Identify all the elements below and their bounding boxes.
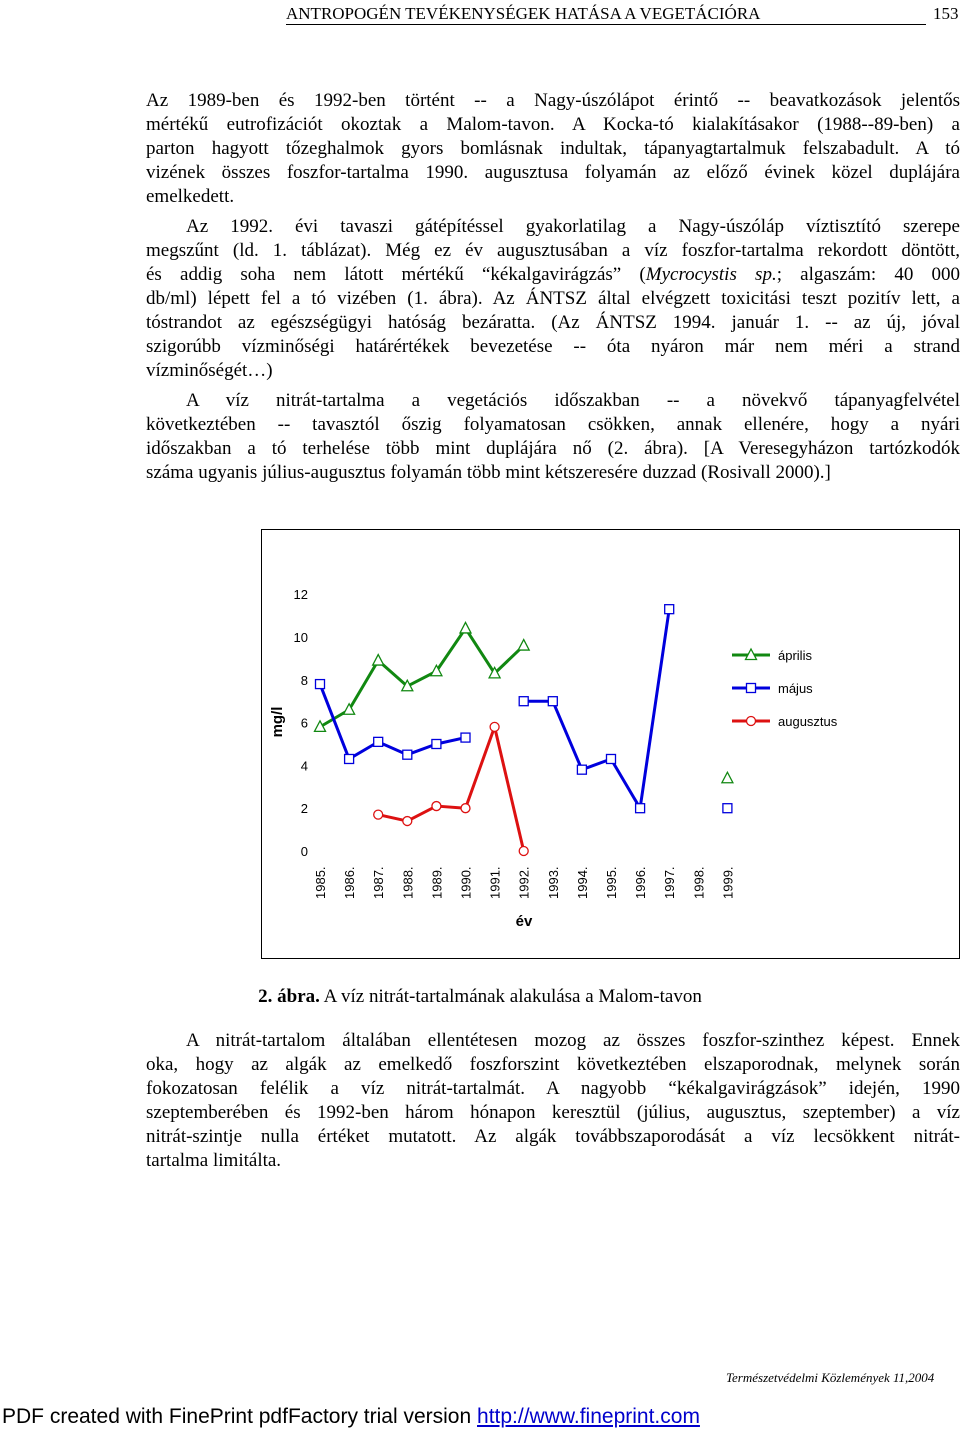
legend-label: április: [778, 648, 812, 663]
caption-label: 2. ábra.: [258, 986, 320, 1007]
square-marker: [519, 697, 528, 706]
circle-marker: [461, 804, 470, 813]
text-line: emelkedett.: [146, 186, 235, 207]
text-line: száma ugyanis július-augusztus folyamán több mint kétszeresére duzzad (Rosivall 2000).]: [146, 462, 831, 483]
text-line: mértékű eutrofizációt okoztak a Malom-tavon. A Kocka-tó kialakításakor (1988--89-ben) a: [146, 114, 960, 135]
square-marker: [345, 754, 354, 763]
circle-marker: [374, 810, 383, 819]
square-marker: [665, 605, 674, 614]
species-name: Mycrocystis sp.: [645, 264, 777, 285]
legend-label: május: [778, 681, 813, 696]
series-line: [524, 609, 670, 808]
y-axis-label: mg/l: [269, 706, 286, 738]
series-line: [320, 684, 466, 759]
page-number: 153: [933, 4, 959, 23]
x-tick-label: 1993.: [545, 866, 561, 899]
paragraph-nitrate: [146, 389, 960, 485]
y-tick-label: 0: [300, 844, 308, 859]
text-line: következtében -- tavasztól őszig folyamatosan csökken, annak ellenére, hogy a nyári: [146, 414, 960, 435]
x-tick-label: 1988.: [400, 866, 416, 899]
square-marker: [747, 684, 756, 693]
y-tick-label: 4: [300, 758, 308, 774]
paragraph-dam-construction: [146, 215, 960, 383]
x-tick-label: 1994.: [574, 866, 590, 899]
text-line: Az 1992. évi tavaszi gátépítéssel gyakorlatilag a Nagy-úszóláp víztisztító szerepe: [186, 216, 960, 237]
text-line: szigorúbb vízminőségi határértékek bevezetése -- óta nyáron már nem méri a strand: [146, 336, 960, 357]
pdf-notice: PDF created with FinePrint pdfFactory trial version: [2, 1405, 478, 1428]
y-tick-label: 2: [300, 801, 308, 817]
triangle-marker: [460, 622, 471, 633]
text-line: parton hagyott tőzeghalmok gyors bomlásnak indultak, tápanyagtartalmuk felszabadult. A tó: [146, 138, 960, 159]
y-tick-label: 8: [300, 672, 308, 688]
square-marker: [403, 750, 412, 759]
text-line: fokozatosan felélik a víz nitrát-tartalmát. A nagyobb “kékalgavirágzások” idején, 1990: [146, 1078, 960, 1099]
square-marker: [636, 804, 645, 813]
square-marker: [316, 680, 325, 689]
triangle-marker: [373, 655, 384, 666]
circle-marker: [432, 802, 441, 811]
x-tick-label: 1991.: [487, 866, 503, 899]
text-fragment: és addig soha nem látott mértékű “kékalgavirágzás” (: [146, 264, 646, 285]
square-marker: [548, 697, 557, 706]
fineprint-link[interactable]: http://www.fineprint.com: [477, 1405, 700, 1428]
text-line: vízminőségét…): [146, 360, 273, 381]
text-fragment: ; algaszám: 40 000: [776, 264, 960, 285]
x-tick-label: 1989.: [429, 866, 445, 899]
text-line: A víz nitrát-tartalma a vegetációs időszakban -- a növekvő tápanyagfelvétel: [186, 390, 960, 411]
square-marker: [723, 804, 732, 813]
x-tick-label: 1992.: [516, 866, 532, 899]
square-marker: [461, 733, 470, 742]
circle-marker: [519, 847, 528, 856]
chart-frame: [261, 529, 960, 959]
square-marker: [432, 740, 441, 749]
triangle-marker: [722, 772, 733, 783]
square-marker: [374, 737, 383, 746]
paragraph-eutrophication: [146, 89, 960, 209]
figure-caption: [0, 986, 960, 1008]
legend-label: augusztus: [778, 714, 838, 729]
text-line: oka, hogy az algák az emelkedő foszforszint következtében elszaporodnak, melynek során: [146, 1054, 960, 1075]
text-line: nitrát-szintje nulla értéket mutatott. Az algák továbbszaporodását a víz lecsökkent nitrát-: [146, 1126, 960, 1147]
y-tick-label: 6: [300, 715, 308, 731]
header-rule: [286, 24, 926, 25]
text-line: A nitrát-tartalom általában ellentétesen mozog az összes foszfor-szinthez képest. Ennek: [186, 1030, 960, 1051]
x-tick-label: 1998.: [691, 866, 707, 899]
text-line-mixed: [146, 263, 960, 287]
text-line: db/ml) lépett fel a tó vizében (1. ábra). Az ÁNTSZ által elvégzett toxicitási teszt pozitív lett, a: [146, 288, 960, 309]
series-line: [378, 727, 524, 851]
circle-marker: [747, 717, 756, 726]
x-tick-label: 1987.: [371, 866, 387, 899]
x-tick-label: 1985.: [313, 866, 328, 899]
x-tick-label: 1986.: [342, 866, 358, 899]
paragraph-phosphorus-relation: [146, 1029, 960, 1173]
text-line: időszakban a tó terhelése több mint duplájára nő (2. ábra). [A Veresegyházon tartózkodók: [146, 438, 960, 459]
text-line: megszűnt (ld. 1. táblázat). Még ez év augusztusában a víz foszfor-tartalma rekordott döntött,: [146, 240, 960, 261]
x-tick-label: 1999.: [720, 866, 736, 899]
x-tick-label: 1995.: [604, 866, 619, 899]
pdf-banner: [2, 1405, 700, 1429]
x-tick-label: 1996.: [633, 866, 649, 899]
text-line: vizének összes foszfor-tartalma 1990. augusztusa folyamán az előző évinek közel duplájára: [146, 162, 960, 183]
y-tick-label: 10: [293, 630, 308, 645]
text-line: szeptemberében és 1992-ben három hónapon keresztül (július, augusztus, szeptember) a víz: [146, 1102, 960, 1123]
text-line: tóstrandot az egészségügyi hatóság bezáratta. (Az ÁNTSZ 1994. január 1. -- az új, jóval: [146, 312, 960, 333]
x-axis-label: év: [515, 913, 533, 930]
triangle-marker: [518, 640, 529, 651]
square-marker: [577, 765, 586, 774]
running-header: ANTROPOGÉN TEVÉKENYSÉGEK HATÁSA A VEGETÁCIÓRA: [286, 4, 761, 23]
circle-marker: [403, 817, 412, 826]
nitrate-chart: [262, 530, 959, 958]
caption-text: A víz nitrát-tartalmának alakulása a Malom-tavon: [319, 986, 702, 1007]
square-marker: [607, 754, 616, 763]
circle-marker: [490, 722, 499, 731]
y-tick-label: 12: [293, 587, 308, 603]
text-line: tartalma limitálta.: [146, 1150, 282, 1171]
text-line: Az 1989-ben és 1992-ben történt -- a Nagy-úszólápot érintő -- beavatkozások jelentős: [146, 90, 960, 111]
x-tick-label: 1997.: [662, 866, 678, 899]
journal-citation: Természetvédelmi Közlemények 11,2004: [726, 1370, 935, 1385]
x-tick-label: 1990.: [458, 866, 474, 899]
